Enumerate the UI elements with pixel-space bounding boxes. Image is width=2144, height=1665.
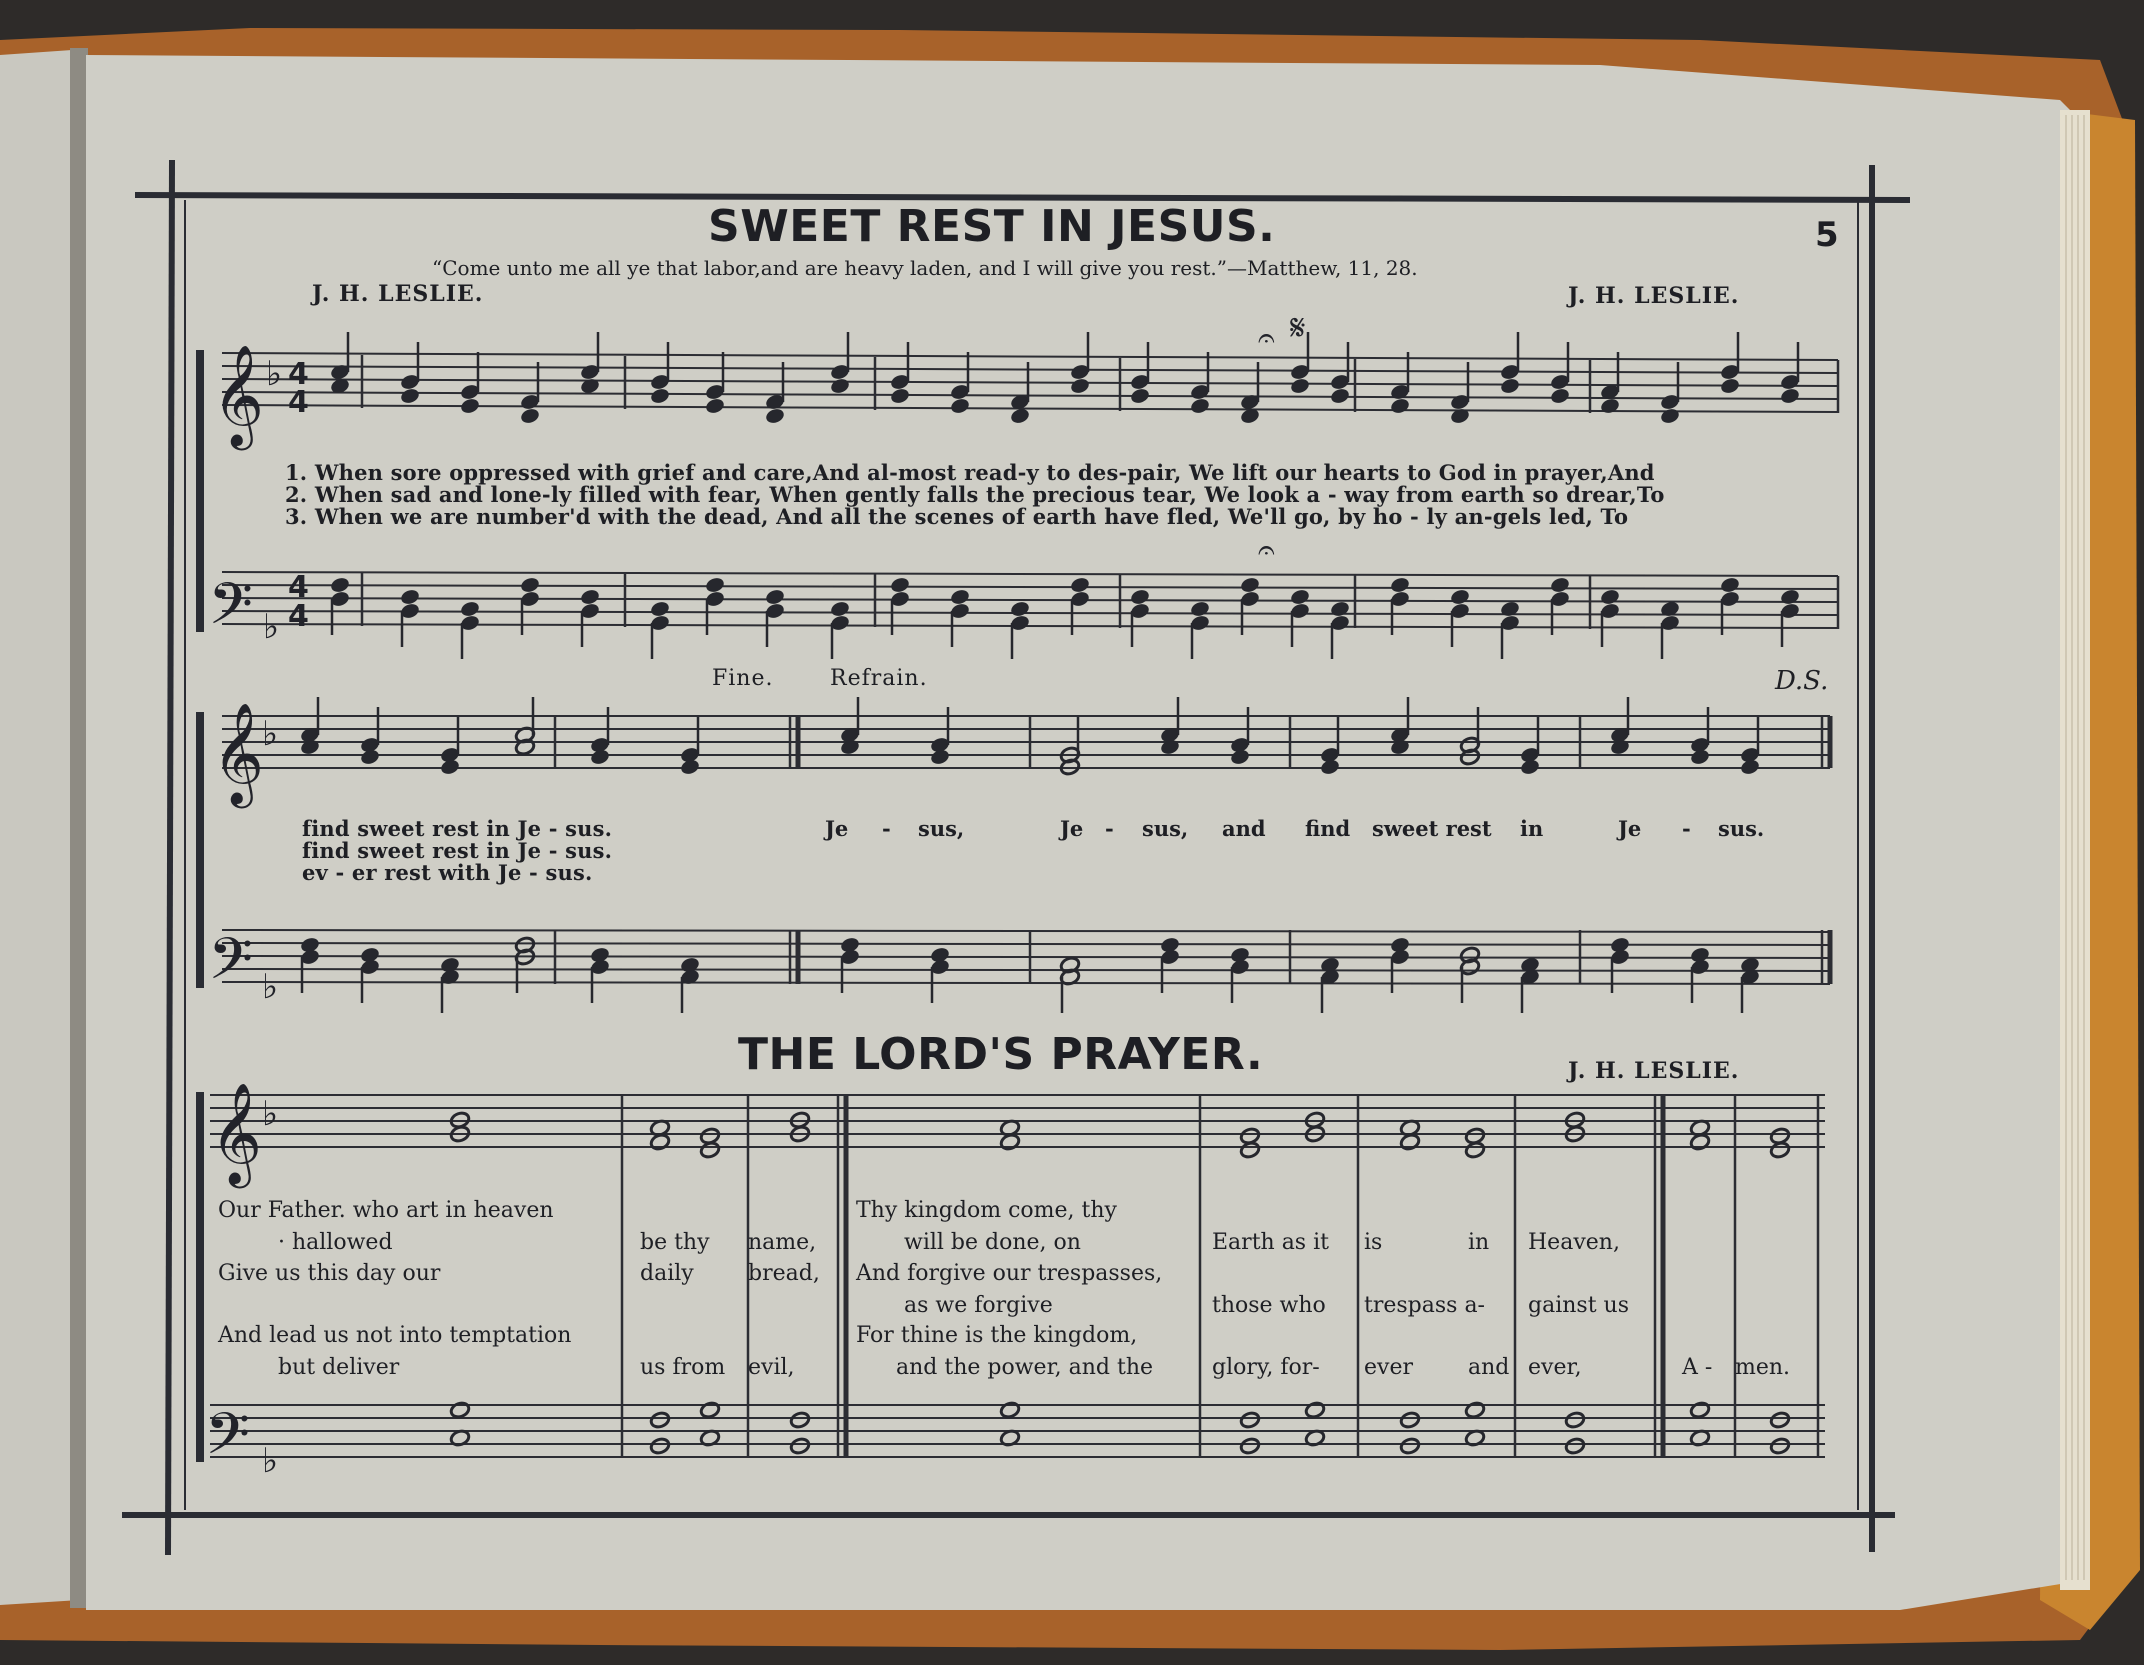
prayer-line: And forgive our trespasses, [856, 1261, 1163, 1286]
svg-text:𝄢: 𝄢 [208, 570, 254, 652]
prayer-line: is [1364, 1230, 1383, 1255]
prayer-line: us from [640, 1355, 726, 1380]
ds-marking: D.S. [1775, 666, 1829, 696]
svg-text:♭: ♭ [262, 1094, 279, 1134]
prayer-line: daily [640, 1261, 694, 1286]
refrain-line-3: ev - er rest with Je - sus. [302, 860, 593, 885]
prayer-line: those who [1212, 1293, 1326, 1318]
prayer-line: and [1468, 1355, 1510, 1380]
song-title: SWEET REST IN JESUS. [708, 201, 1276, 252]
svg-text:𝄋: 𝄋 [1290, 308, 1306, 349]
music-credit: J. H. LESLIE. [1568, 283, 1740, 309]
prayer-line: And lead us not into temptation [218, 1323, 572, 1348]
prayer-line: Earth as it [1212, 1230, 1329, 1255]
svg-text:𝄐: 𝄐 [1258, 533, 1275, 568]
svg-text:4: 4 [288, 570, 309, 605]
refrain-word: in [1520, 816, 1544, 841]
prayer-line: and the power, and the [896, 1355, 1154, 1380]
svg-text:4: 4 [288, 385, 309, 420]
prayer-line: Our Father. who art in heaven [218, 1198, 554, 1223]
prayer-line: as we forgive [904, 1293, 1053, 1318]
refrain-word: sweet rest [1372, 816, 1492, 841]
refrain-word: sus, [1142, 816, 1189, 841]
svg-text:♭: ♭ [262, 714, 279, 754]
svg-text:♭: ♭ [262, 1441, 279, 1481]
prayer-line: will be done, on [904, 1230, 1081, 1255]
prayer-line: Give us this day our [218, 1261, 441, 1286]
svg-text:𝄞: 𝄞 [212, 343, 265, 446]
prayer-line: Thy kingdom come, thy [856, 1198, 1117, 1223]
fine-marking: Fine. [712, 666, 774, 691]
song-title: THE LORD'S PRAYER. [738, 1029, 1264, 1080]
prayer-line: Heaven, [1528, 1230, 1620, 1255]
prayer-line: men. [1735, 1355, 1791, 1380]
prayer-line: in [1468, 1230, 1490, 1255]
svg-text:4: 4 [288, 357, 309, 392]
refrain-marking: Refrain. [830, 666, 928, 691]
prayer-line: but deliver [278, 1355, 400, 1380]
prayer-line: For thine is the kingdom, [856, 1323, 1138, 1348]
refrain-word: sus. [1718, 816, 1765, 841]
prayer-line: evil, [748, 1355, 795, 1380]
words-credit: J. H. LESLIE. [312, 281, 484, 307]
refrain-word: Je [1618, 816, 1642, 841]
prayer-line: be thy [640, 1230, 710, 1255]
page-number: 5 [1815, 215, 1839, 255]
svg-text:𝄢: 𝄢 [208, 925, 254, 1007]
svg-text:4: 4 [288, 599, 309, 634]
refrain-word: Je [825, 816, 849, 841]
refrain-word: sus, [918, 816, 965, 841]
music-credit: J. H. LESLIE. [1568, 1058, 1740, 1084]
svg-text:𝄐: 𝄐 [1258, 321, 1275, 356]
prayer-line: gainst us [1528, 1293, 1629, 1318]
svg-text:𝄢: 𝄢 [205, 1400, 251, 1482]
svg-text:♭: ♭ [262, 967, 279, 1007]
prayer-line: ever, [1528, 1355, 1582, 1380]
prayer-line: glory, for- [1212, 1355, 1320, 1380]
prayer-line: bread, [748, 1261, 820, 1286]
song-epigraph: “Come unto me all ye that labor,and are heavy laden, and I will give you rest.”—Matthew, 11, 28. [432, 256, 1418, 280]
prayer-line: name, [748, 1230, 817, 1255]
refrain-word: - [1682, 816, 1691, 841]
refrain-line-1: find sweet rest in Je - sus. [302, 816, 613, 841]
refrain-word: Je [1060, 816, 1084, 841]
svg-text:𝄞: 𝄞 [212, 701, 265, 804]
prayer-line: ever [1364, 1355, 1413, 1380]
svg-text:𝄞: 𝄞 [210, 1081, 263, 1184]
verse-2: 2. When sad and lone-ly filled with fear, When gently falls the precious tear, We look a - way from earth so drear,To [285, 482, 1665, 507]
refrain-word: find [1305, 816, 1351, 841]
svg-text:♭: ♭ [263, 607, 280, 647]
refrain-line-2: find sweet rest in Je - sus. [302, 838, 613, 863]
refrain-word: - [882, 816, 891, 841]
refrain-word: and [1222, 816, 1266, 841]
verse-1: 1. When sore oppressed with grief and care,And al-most read-y to des-pair, We lift our hearts to God in prayer,And [285, 460, 1655, 485]
svg-text:♭: ♭ [266, 354, 283, 394]
prayer-line: · hallowed [278, 1230, 393, 1255]
refrain-word: - [1105, 816, 1114, 841]
prayer-line: A - [1682, 1355, 1713, 1380]
verse-3: 3. When we are number'd with the dead, And all the scenes of earth have fled, We'll go, by ho - ly an-gels led, To [285, 504, 1629, 529]
prayer-line: trespass a- [1364, 1293, 1485, 1318]
